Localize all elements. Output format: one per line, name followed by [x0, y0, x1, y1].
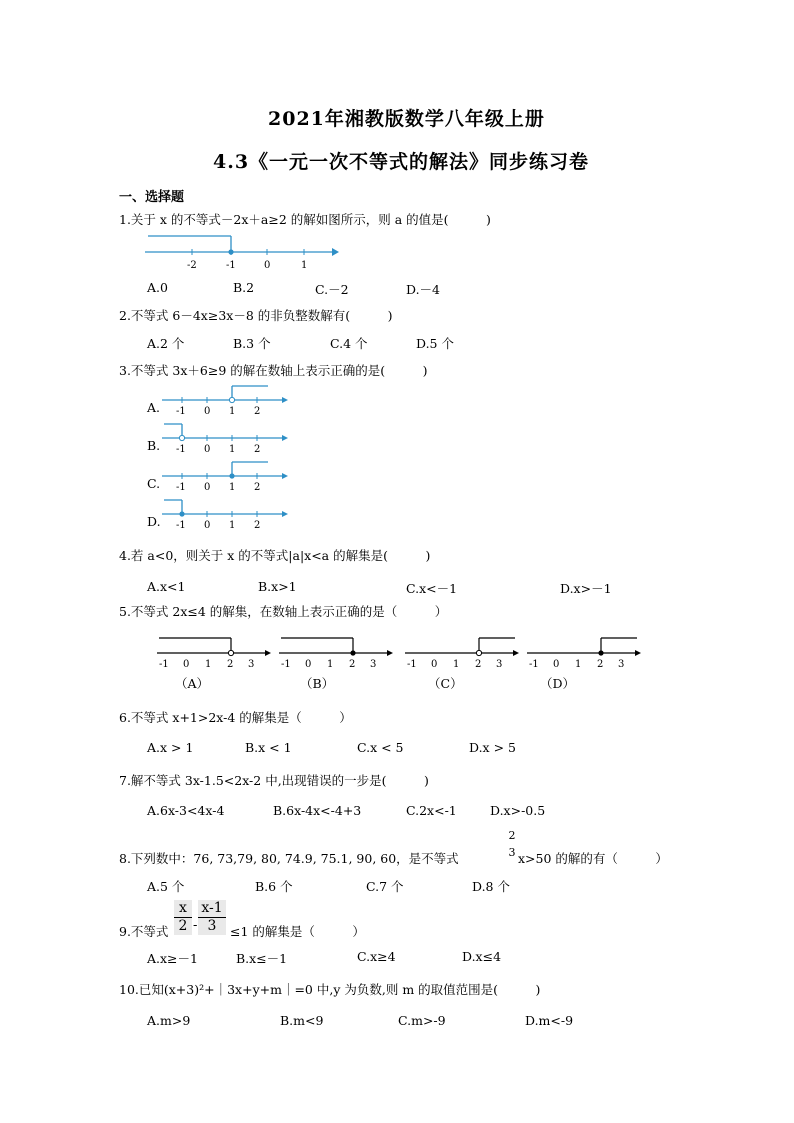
q8-fraction-numerator: 2 [508, 829, 516, 842]
tick-label: -1 [281, 659, 291, 669]
question-9-tail: ≤1 的解集是（ ） [230, 924, 365, 939]
question-9: 9.不等式 [119, 924, 169, 939]
q9-option-d: D.x≤4 [462, 949, 502, 964]
tick-label: -2 [187, 260, 197, 271]
q5-number-line-c [403, 633, 521, 669]
question-2: 2.不等式 6－4x≥3x－8 的非负整数解有( ) [119, 308, 393, 323]
q7-option-b: B.6x-4x<-4+3 [273, 803, 362, 818]
q3-number-line-d [160, 496, 290, 530]
tick-label: 2 [597, 659, 604, 669]
q10-option-d: D.m<-9 [525, 1013, 574, 1028]
tick-label: 2 [254, 482, 261, 492]
q10-option-c: C.m>-9 [398, 1013, 446, 1028]
question-8-tail: x>50 的解的有（ ） [518, 851, 668, 866]
q5-label-d: （D） [540, 676, 576, 691]
q2-option-a: A.2 个 [147, 336, 185, 351]
tick-label: 0 [553, 659, 560, 669]
tick-label: 2 [227, 659, 234, 669]
q6-option-b: B.x < 1 [245, 740, 292, 755]
q8-fraction-denominator: 3 [508, 846, 516, 859]
q6-option-a: A.x > 1 [147, 740, 194, 755]
tick-label: 2 [254, 406, 261, 416]
q9-fraction-2 [198, 900, 226, 935]
q4-option-c: C.x<－1 [406, 581, 458, 596]
tick-label: 0 [204, 482, 211, 492]
q10-option-a: A.m>9 [147, 1013, 191, 1028]
q8-option-d: D.8 个 [472, 879, 510, 894]
q5-number-line-a [155, 633, 273, 669]
tick-label: 1 [205, 659, 212, 669]
question-8: 8.下列数中：76, 73,79, 80, 74.9, 75.1, 90, 60，是不等式 [119, 851, 459, 866]
q8-option-a: A.5 个 [147, 879, 185, 894]
q5-label-a: （A） [175, 676, 210, 691]
tick-label: 1 [453, 659, 460, 669]
question-1: 1.关于 x 的不等式－2x＋a≥2 的解如图所示，则 a 的值是( ) [119, 212, 491, 227]
q3-number-line-b [160, 420, 290, 454]
q2-option-b: B.3 个 [233, 336, 271, 351]
q3-label-a: A. [147, 400, 161, 415]
q4-option-d: D.x>－1 [560, 581, 612, 596]
q1-number-line [140, 232, 340, 272]
q3-number-line-a [160, 382, 290, 416]
tick-label: 2 [254, 444, 261, 454]
tick-label: 2 [349, 659, 356, 669]
q2-option-c: C.4 个 [330, 336, 368, 351]
q9-fraction-2-numerator: x-1 [201, 900, 223, 916]
tick-label: 0 [183, 659, 190, 669]
tick-label: -1 [176, 444, 186, 454]
tick-label: 1 [575, 659, 582, 669]
q7-option-c: C.2x<-1 [406, 803, 457, 818]
section-heading: 一、选择题 [119, 190, 185, 205]
question-4: 4.若 a<0，则关于 x 的不等式|a|x<a 的解集是( ) [119, 548, 431, 563]
tick-label: 3 [248, 659, 255, 669]
q9-fraction-1-denominator: 2 [174, 917, 192, 935]
q9-option-b: B.x≤－1 [236, 951, 288, 966]
question-6: 6.不等式 x+1>2x-4 的解集是（ ） [119, 710, 352, 725]
tick-label: -1 [176, 482, 186, 492]
q1-option-a: A.0 [147, 280, 168, 295]
tick-label: 1 [229, 482, 236, 492]
q3-number-line-c [160, 458, 290, 492]
tick-label: -1 [159, 659, 169, 669]
tick-label: 2 [254, 520, 261, 530]
tick-label: 3 [370, 659, 377, 669]
doc-title: 2021年湘教版数学八年级上册 [268, 108, 545, 130]
question-3: 3.不等式 3x＋6≥9 的解在数轴上表示正确的是( ) [119, 363, 428, 378]
q9-fraction-1-numerator: x [179, 900, 187, 916]
question-7: 7.解不等式 3x-1.5<2x-2 中,出现错误的一步是( ) [119, 773, 429, 788]
q8-option-c: C.7 个 [366, 879, 404, 894]
q8-fraction [507, 829, 517, 859]
tick-label: -1 [226, 260, 236, 271]
q1-option-d: D.－4 [406, 282, 441, 297]
q7-option-d: D.x>-0.5 [490, 803, 546, 818]
q2-option-d: D.5 个 [416, 336, 454, 351]
tick-label: -1 [176, 406, 186, 416]
tick-label: 1 [327, 659, 334, 669]
q5-label-b: （B） [300, 676, 335, 691]
tick-label: 1 [301, 260, 308, 271]
q5-label-c: （C） [428, 676, 463, 691]
tick-label: 3 [618, 659, 625, 669]
tick-label: 0 [431, 659, 438, 669]
q9-option-a: A.x≥－1 [147, 951, 198, 966]
q9-option-c: C.x≥4 [357, 949, 396, 964]
minus-sign: - [193, 918, 198, 933]
q4-option-b: B.x>1 [258, 579, 297, 594]
tick-label: 2 [475, 659, 482, 669]
tick-label: 3 [496, 659, 503, 669]
q9-fraction-1 [174, 900, 192, 935]
q8-option-b: B.6 个 [255, 879, 293, 894]
tick-label: 0 [264, 260, 271, 271]
q1-option-b: B.2 [233, 280, 255, 295]
tick-label: -1 [529, 659, 539, 669]
q1-option-c: C.－2 [315, 282, 349, 297]
q6-option-c: C.x < 5 [357, 740, 404, 755]
tick-label: -1 [407, 659, 417, 669]
tick-label: 0 [204, 520, 211, 530]
q5-number-line-b [277, 633, 395, 669]
q3-label-b: B. [147, 438, 161, 453]
question-5: 5.不等式 2x≤4 的解集，在数轴上表示正确的是（ ） [119, 604, 448, 619]
q9-fraction-2-denominator: 3 [198, 917, 226, 935]
tick-label: 1 [229, 444, 236, 454]
tick-label: 0 [204, 444, 211, 454]
tick-label: 0 [305, 659, 312, 669]
question-10: 10.已知(x+3)²+｜3x+y+m｜=0 中,y 为负数,则 m 的取值范围是( ) [119, 982, 541, 997]
tick-label: 0 [204, 406, 211, 416]
q3-label-d: D. [147, 514, 161, 529]
doc-subtitle: 4.3《一元一次不等式的解法》同步练习卷 [213, 151, 590, 173]
q4-option-a: A.x<1 [147, 579, 186, 594]
tick-label: -1 [176, 520, 186, 530]
q5-number-line-d [525, 633, 643, 669]
q7-option-a: A.6x-3<4x-4 [147, 803, 225, 818]
tick-label: 1 [229, 406, 236, 416]
q3-label-c: C. [147, 476, 161, 491]
tick-label: 1 [229, 520, 236, 530]
q6-option-d: D.x > 5 [469, 740, 516, 755]
q10-option-b: B.m<9 [280, 1013, 324, 1028]
